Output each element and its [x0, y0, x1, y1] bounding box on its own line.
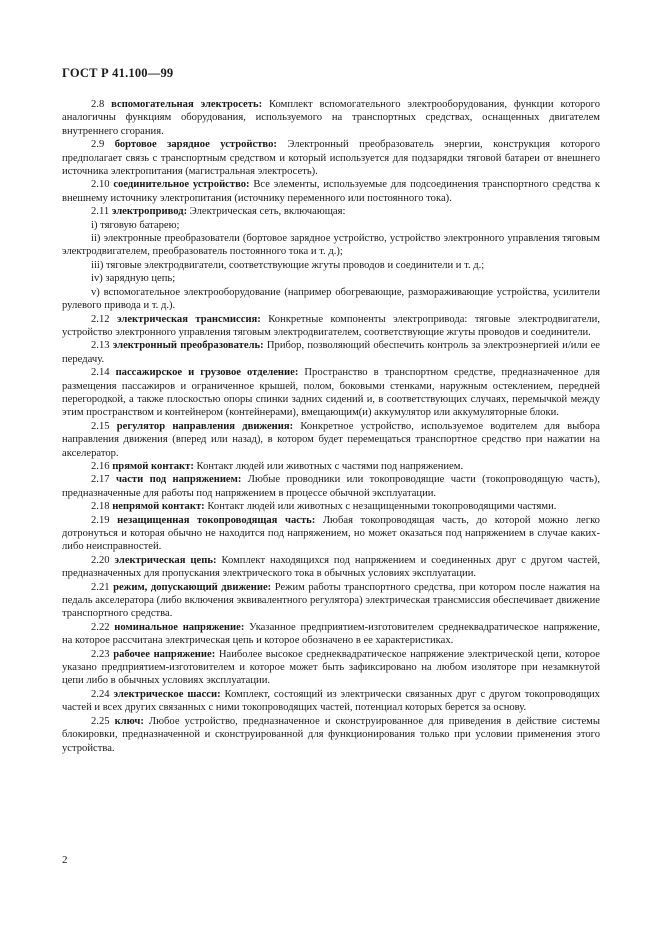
term: электрическая трансмиссия: — [117, 313, 261, 325]
definition-2-17 — [62, 473, 600, 500]
document-code: ГОСТ Р 41.100—99 — [62, 66, 174, 80]
term: соединительное устройство: — [113, 179, 250, 191]
list-item-ii: ii) электронные преобразователи (бортовое зарядное устройство, устройство электронного управления тяговым электродвигателем, преобразователь постоянного тока и т. д.); — [62, 233, 600, 258]
clause-number: 2.18 — [91, 501, 110, 513]
definition-2-19 — [62, 514, 600, 554]
definition-text: Указанное предприятием-изготовителем среднеквадратическое напряжение, на которое рассчитана электрическая цепь и которое обозначено в ее характеристиках. — [62, 621, 601, 647]
definition-2-23 — [62, 648, 600, 688]
clause-number: 2.25 — [91, 715, 110, 727]
term: электрическая цепь: — [114, 554, 217, 566]
term: электропривод: — [111, 206, 188, 218]
clause-number: 2.23 — [91, 648, 110, 660]
definition-2-16 — [62, 460, 600, 473]
definition-2-13 — [62, 339, 600, 366]
definition-2-9 — [62, 138, 600, 178]
clause-number: 2.13 — [91, 340, 110, 352]
clause-number: 2.15 — [91, 420, 110, 432]
list-item-iv: iv) зарядную цепь; — [91, 273, 176, 285]
term: рабочее напряжение: — [113, 648, 216, 660]
definition-2-11 — [62, 205, 600, 218]
clause-number: 2.17 — [91, 474, 110, 486]
clause-number: 2.20 — [91, 554, 110, 566]
definition-text: Наиболее высокое среднеквадратическое напряжение электрической цепи, которое указано предприятием-изготовителем и которое может быть зафиксировано на любом изоляторе при незамкнутой цепи либо в обычных условиях эксплуатации. — [62, 648, 600, 687]
definition-2-18 — [62, 500, 600, 513]
clause-number: 2.21 — [91, 581, 110, 593]
definition-2-8 — [62, 98, 600, 138]
term: номинальное напряжение: — [114, 621, 245, 633]
definition-2-22 — [62, 621, 600, 648]
term: незащищенная токопроводящая часть: — [117, 514, 316, 526]
list-item-i: i) тяговую батарею; — [91, 219, 180, 231]
clause-number: 2.11 — [91, 206, 110, 218]
definition-text: Любые проводники или токопроводящие части (токопроводящую часть), предназначенные для работы под напряжением в процессе обычной эксплуатации. — [62, 474, 600, 499]
page-number: 2 — [62, 854, 68, 866]
term: бортовое зарядное устройство: — [114, 139, 277, 151]
clause-number: 2.22 — [91, 621, 110, 633]
list-item-iii: iii) тяговые электродвигатели, соответствующие жгуты проводов и соединители и т. д.; — [91, 259, 485, 271]
definition-text: Электронный преобразователь энергии, конструкция которого предполагает связь с транспортным средством и который используется для подзарядки тяговой батареи от внешнего источника электропитания (магистральная электросеть). — [62, 139, 600, 178]
term: ключ: — [114, 715, 144, 727]
definition-2-21 — [62, 581, 600, 621]
clause-number: 2.14 — [91, 367, 110, 379]
definition-text: Прибор, позволяющий обеспечить контроль за электроэнергией и/или ее передачу. — [62, 340, 601, 365]
term: непрямой контакт: — [112, 501, 205, 513]
definition-2-20 — [62, 554, 600, 581]
clause-number: 2.24 — [91, 688, 110, 700]
definition-text: Конкретное устройство, используемое водителем для выбора направления движения (вперед или назад), в котором будет перемещаться транспортное средство при нажатии на акселератор. — [62, 420, 600, 459]
definition-text: Комплект находящихся под напряжением и соединенных друг с другом частей, предназначенных для пропускания электрического тока в обычных условиях эксплуатации. — [62, 554, 600, 580]
term: части под напряжением: — [115, 474, 242, 486]
definition-text: Контакт людей или животных с незащищенными токопроводящими частями. — [207, 501, 557, 513]
definition-2-12 — [62, 313, 600, 340]
definition-2-25 — [62, 715, 600, 755]
clause-number: 2.9 — [91, 139, 105, 151]
term: электрическое шасси: — [113, 688, 221, 700]
definition-2-24 — [62, 688, 600, 715]
definition-2-10 — [62, 178, 600, 205]
definition-text: Электрическая сеть, включающая: — [189, 206, 346, 218]
clause-number: 2.8 — [91, 99, 105, 110]
definition-text: Конкретные компоненты электропривода: тяговые электродвигатели, устройство электронного управления тяговым электродвигателем, соответствующие жгуты проводов и соединители. — [62, 313, 600, 338]
clause-number: 2.19 — [91, 514, 110, 526]
definitions-section — [62, 98, 600, 755]
term: регулятор направления движения: — [116, 420, 294, 432]
clause-number: 2.16 — [91, 460, 110, 472]
definition-text: Комплект, состоящий из электрически связанных друг с другом токопроводящих частей и всех других связанных с ними токопроводящих частей, потенциал которых берется за основу. — [62, 688, 600, 714]
clause-number: 2.12 — [91, 313, 110, 325]
definition-text: Любое устройство, предназначенное и сконструированное для приведения в действие системы блокировки, предназначенной и сконструированной для функционирования только при условии применения этого устройства. — [62, 715, 600, 754]
definition-text: Режим работы транспортного средства, при котором после нажатия на педаль акселератора (либо включения эквивалентного регулятора) электрическая трансмиссия обеспечивает движение транспортного средства. — [62, 581, 600, 620]
definition-2-14 — [62, 366, 600, 420]
clause-number: 2.10 — [91, 179, 110, 191]
term: вспомогательная электросеть: — [111, 99, 263, 110]
definition-text: Все элементы, используемые для подсоединения транспортного средства к внешнему источнику электропитания (источнику переменного или постоянного тока). — [62, 179, 600, 204]
term: прямой контакт: — [112, 460, 194, 472]
definition-2-15 — [62, 420, 600, 460]
definition-text: Любая токопроводящая часть, до которой можно легко дотронуться и которая обычно не находится под напряжением, но может оказаться под напряжением в случае каких-либо неисправностей. — [62, 514, 600, 553]
term: режим, допускающий движение: — [113, 581, 272, 593]
term: электронный преобразователь: — [112, 340, 264, 352]
definition-text: Контакт людей или животных с частями под напряжением. — [196, 460, 464, 472]
list-item-v: v) вспомогательное электрооборудование (например обогревающие, размораживающие устройства, усилители рулевого привода и т. д.). — [62, 286, 600, 312]
term: пассажирское и грузовое отделение: — [115, 367, 299, 379]
definition-text: Комплект вспомогательного электрооборудования, функции которого аналогичны функциям оборудования, используемого на транспортных средствах, оснащенных двигателем внутреннего сгорания. — [62, 99, 600, 137]
definition-text: Пространство в транспортном средстве, предназначенное для размещения пассажиров и ограниченное крышей, полом, боковыми стенками, наружным остеклением, передней перегородкой, а также плоскостью опоры спинки задних сидений и, в соответствующих случаях, перемычкой между этим пространством и контейнером (контейнерами), вмещающим(и) аккумулятор или аккумуляторные блоки. — [62, 367, 600, 419]
